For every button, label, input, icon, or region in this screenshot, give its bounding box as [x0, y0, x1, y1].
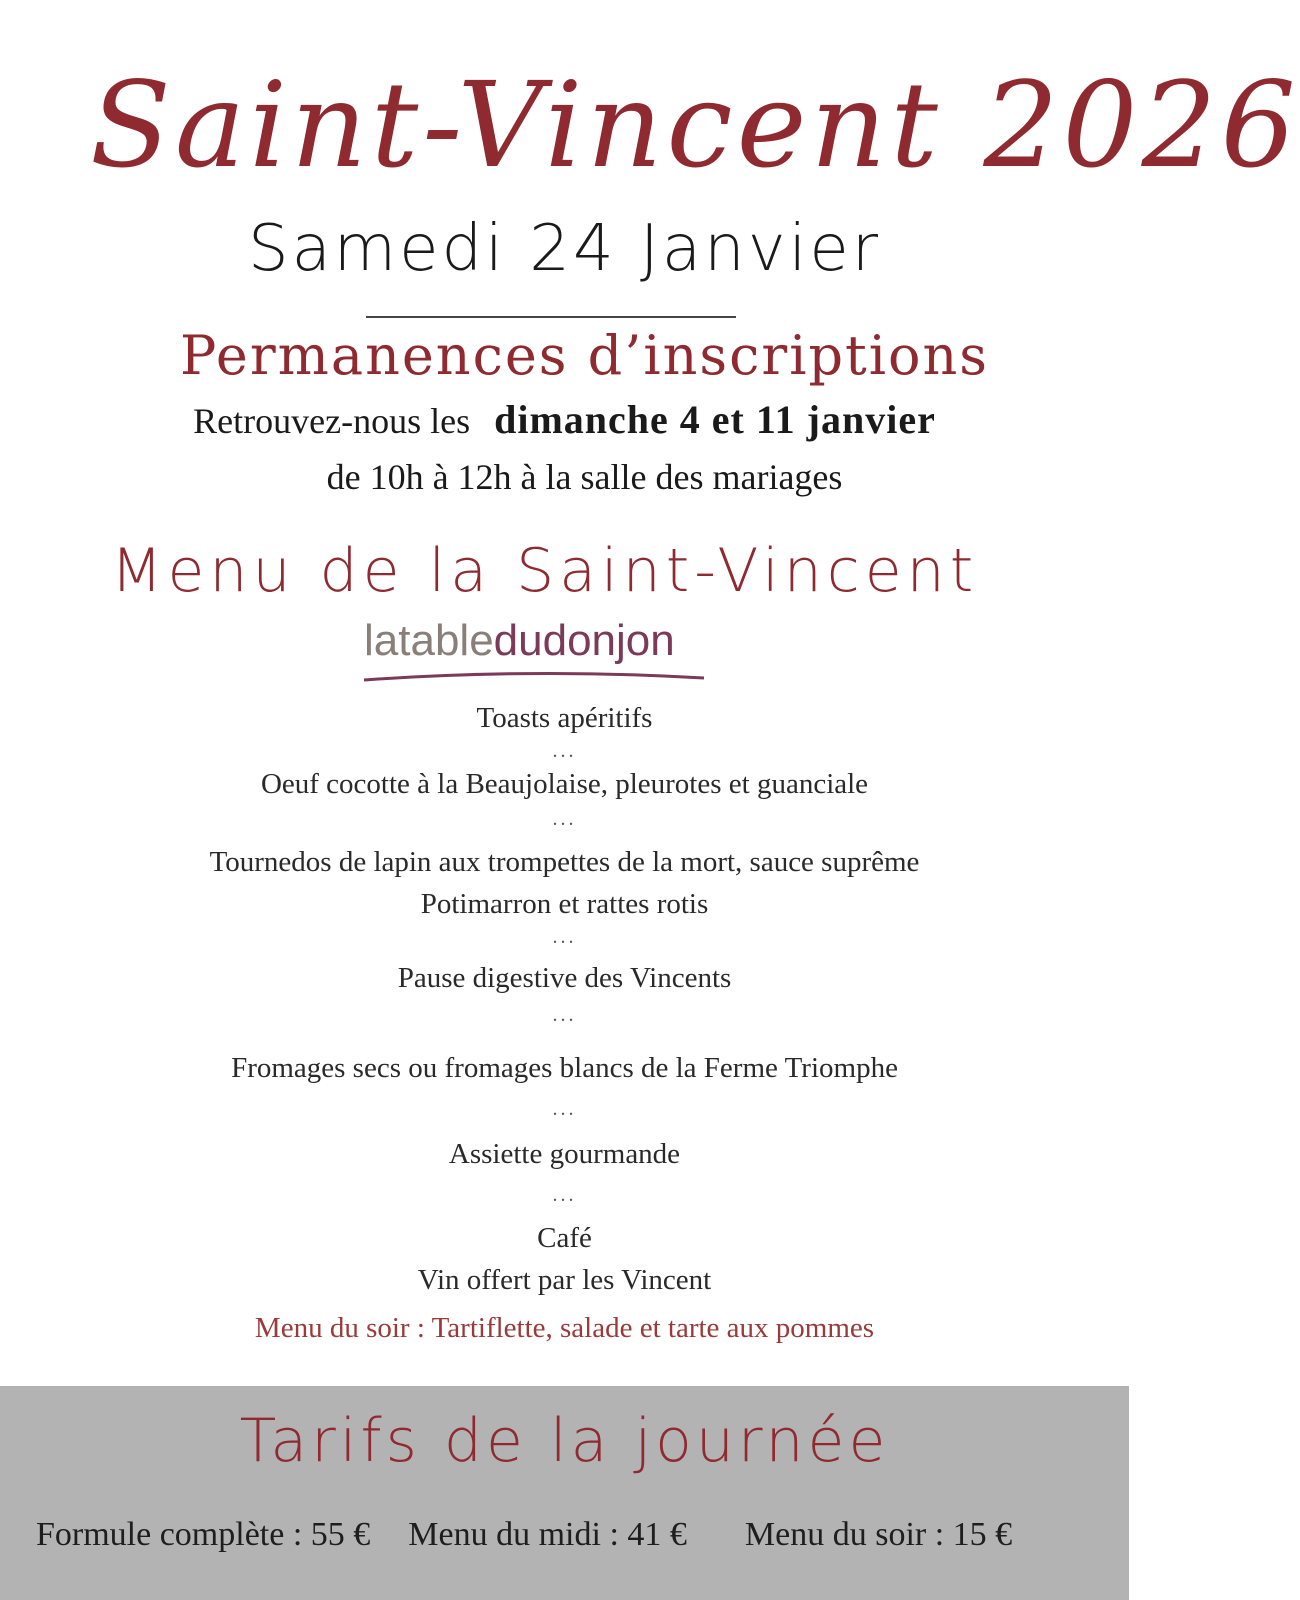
tarif-midi: Menu du midi : 41 € — [408, 1516, 687, 1553]
menu-item: Assiette gourmande — [448, 1138, 681, 1170]
menu-separator: ... — [552, 926, 577, 948]
logo-text-part2: dudonjon — [493, 616, 675, 665]
inscriptions-details: de 10h à 12h à la salle des mariages — [326, 457, 843, 497]
inscriptions-dates: dimanche 4 et 11 janvier — [494, 397, 936, 442]
inscriptions-heading: Permanences d’inscriptions — [179, 324, 990, 387]
tarif-complete: Formule complète : 55 € — [36, 1516, 371, 1553]
menu-item: Café — [537, 1222, 592, 1254]
menu-separator: ... — [552, 1184, 577, 1206]
menu-item: Fromages secs ou fromages blancs de la Ferme Triomphe — [231, 1052, 898, 1084]
event-date: Samedi 24 Janvier — [247, 212, 882, 286]
tarif-soir: Menu du soir : 15 € — [744, 1516, 1013, 1553]
inscriptions-intro: Retrouvez-nous les — [193, 401, 471, 441]
menu-item: Tournedos de lapin aux trompettes de la mort, sauce suprême — [209, 846, 920, 878]
menu-heading: Menu de la Saint-Vincent — [110, 536, 979, 606]
inscriptions-intro-line — [0, 396, 1129, 443]
tarifs-list — [36, 1516, 1116, 1554]
menu-separator: ... — [552, 808, 577, 830]
menu-item: Vin offert par les Vincent — [417, 1264, 712, 1296]
menu-separator: ... — [552, 740, 577, 762]
evening-menu: Menu du soir : Tartiflette, salade et tarte aux pommes — [254, 1312, 875, 1344]
latabledudonjon-logo — [364, 616, 744, 686]
menu-item: Toasts apéritifs — [476, 702, 653, 734]
logo-text-part1: latable — [364, 616, 494, 665]
menu-item: Oeuf cocotte à la Beaujolaise, pleurotes et guanciale — [260, 768, 869, 800]
menu-item: Potimarron et rattes rotis — [420, 888, 709, 920]
divider — [366, 316, 736, 318]
event-title: Saint-Vincent 2026 — [90, 56, 1300, 194]
menu-item: Pause digestive des Vincents — [397, 962, 732, 994]
menu-separator: ... — [552, 1004, 577, 1026]
logo-swoosh-icon — [364, 668, 744, 686]
tarifs-heading: Tarifs de la journée — [239, 1406, 890, 1476]
tarifs-band — [0, 1386, 1129, 1600]
menu-separator: ... — [552, 1098, 577, 1120]
